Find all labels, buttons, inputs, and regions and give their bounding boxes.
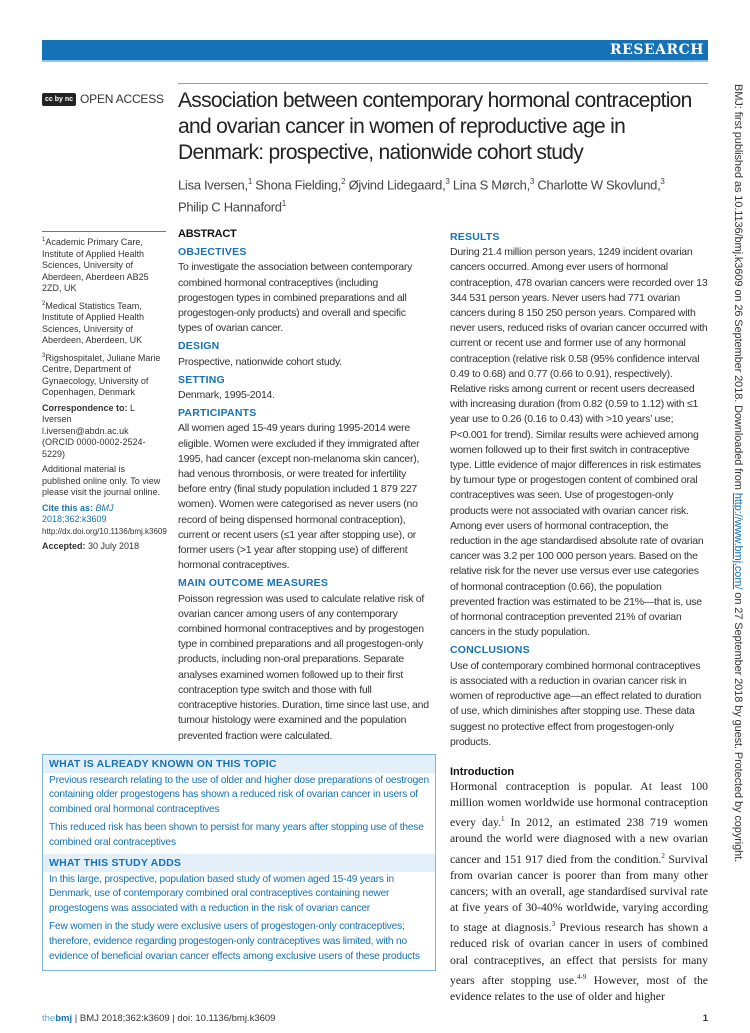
- affiliation-text: Academic Primary Care, Institute of Applied Health Sciences, University of Aberdeen, Aberdeen AB25 2ZD, UK: [42, 237, 149, 293]
- affiliation-number: 1: [42, 237, 46, 243]
- left-flow: [42, 227, 436, 971]
- affiliation-number: 3: [42, 352, 46, 359]
- open-access-label: OPEN ACCESS: [80, 92, 164, 106]
- known-heading: WHAT IS ALREADY KNOWN ON THIS TOPIC: [43, 755, 435, 773]
- open-access-badge: [42, 92, 164, 106]
- brand-logo: the: [42, 1013, 56, 1024]
- reference: 3: [551, 920, 556, 929]
- objectives-text: To investigate the association between contemporary combined hormonal contraceptives (including progestogen types in combined preparations and all progestogen-only products) and overall and specific types of ovarian cancer.: [178, 261, 413, 335]
- brand-logo: bmj: [55, 1013, 73, 1024]
- page-number: 1: [702, 1013, 708, 1024]
- email-link[interactable]: l.iversen@abdn.ac.uk: [42, 425, 129, 436]
- text-run: Survival from ovarian cancer is poorer than from many other cancers; with an overall, age standardised survival rate at five years of 30-40% worldwide, varying according to stage at diagnosis.: [450, 852, 708, 935]
- affiliation-ref: 2: [341, 177, 346, 186]
- affiliation-text: Rigshospitalet, Juliane Marie Centre, Department of Gynaecology, University of Copenhagen, Denmark: [42, 352, 161, 397]
- abstract-heading: ABSTRACT: [178, 228, 237, 240]
- author: Philip C Hannaford: [178, 199, 282, 215]
- right-flow: [450, 227, 708, 1005]
- article-header: [178, 88, 708, 217]
- reference: 1: [501, 815, 505, 824]
- orcid: (ORCID 0000-0002-2524-5229): [42, 437, 146, 459]
- author-list: [178, 172, 708, 217]
- cite-label: Cite this as:: [42, 502, 94, 513]
- affiliation-ref: 1: [281, 199, 286, 209]
- author: Øjvind Lidegaard,: [348, 177, 446, 193]
- reference: 4-9: [577, 972, 587, 981]
- conclusions-text: Use of contemporary combined hormonal contraceptives is associated with a reduction in ovarian cancer risk in women of reproductive age—an effect related to duration of use, which diminishes after stopping use. These data suggest no protective effect from progestogen-only products.: [450, 659, 702, 748]
- section-label: RESEARCH: [610, 42, 704, 58]
- adds-item: In this large, prospective, population based study of women aged 15-49 years in Denmark, use of contemporary combined oral contraceptives containing newer progestogens was associated with a reduction in the risk of ovarian cancer: [49, 873, 394, 914]
- objectives-heading: OBJECTIVES: [178, 246, 247, 259]
- section-banner: [42, 40, 708, 62]
- design-text: Prospective, nationwide cohort study.: [178, 355, 342, 368]
- affiliation-ref: 3: [529, 177, 535, 186]
- article-title: Association between contemporary hormonal contraception and ovarian cancer in women of reproductive age in Denmark: prospective, nationwide cohort study: [178, 89, 692, 164]
- setting-heading: SETTING: [178, 373, 225, 386]
- watermark-text: BMJ: first published as 10.1136/bmj.k3609 on 26 September 2018. Downloaded from: [732, 84, 744, 493]
- additional-material-note: Additional material is published online only. To view please visit the journal online.: [42, 464, 161, 497]
- results-text: During 21.4 million person years, 1249 incident ovarian cancers occurred. Among ever users of hormonal contraception, 478 ovarian cancers were recorded over 13 344 531 person years. Never users had 771 ovarian cancers during 8 150 250 person years. Compared with never users, reduced risks of ovarian cancer occurred with current or recent use and former use of any hormonal contraception (relative risk 0.58 (95% confidence interval 0.49 to 0.68) and 0.77 (0.66 to 0.91), respectively). Relative risks among current or recent users decreased with increasing duration (from 0.82 (0.59 to 1.12) with ≤1 year use to 0.26 (0.16 to 0.43) with >10 years’ use; P<0.001 for trend). Similar results were achieved among women followed up to their first switch in contraceptive type. Little evidence of major differences in risk estimates by tumour type or progestogen content of combined oral contraceptives was seen. Use of progestogen-only products were not associated with ovarian cancer risk. Among ever users of hormonal contraception, the reduction in the age standardised absolute rate of ovarian cancer was 3.2 per 100 000 person years. Based on the relative risk for the never use versus ever use categories of hormonal contraception (0.66), the population prevented fraction was estimated to be 21%—that is, use of hormonal contraception prevented 21% of ovarian cancers in the study population.: [450, 246, 708, 639]
- watermark-text: on 27 September 2018 by guest. Protected by copyright.: [732, 589, 744, 863]
- bmj-link[interactable]: http://www.bmj.com/: [732, 492, 744, 590]
- design-heading: DESIGN: [178, 340, 220, 353]
- introduction-section: [450, 766, 708, 1005]
- affiliation-ref: 1: [247, 177, 252, 186]
- outcome-heading: MAIN OUTCOME MEASURES: [178, 577, 329, 590]
- participants-heading: PARTICIPANTS: [178, 407, 257, 420]
- outcome-text: Poisson regression was used to calculate relative risk of ovarian cancer among users of any contemporary combined hormonal contraceptives and by progestogen type in combined preparations and all progestogen-only products, including non-oral preparations. Separate analyses examined women followed up to their first contraception type switch and those with full contraceptive histories. Duration, time since last use, and tumour histology were examined and the population prevented fraction were calculated.: [178, 592, 429, 742]
- text-run: Hormonal contraception is popular. At least 100 million women worldwide use hormonal contraception every day.: [450, 779, 708, 830]
- footer-ref: | BMJ 2018;362:k3609 | doi: 10.1136/bmj.k3609: [74, 1013, 276, 1024]
- footer-citation: [42, 1013, 275, 1024]
- reference: 2: [661, 851, 665, 860]
- correspondence-name: L Iversen: [42, 402, 135, 424]
- cite-journal: BMJ: [95, 502, 114, 513]
- participants-text: All women aged 15-49 years during 1995-2014 were eligible. Women were excluded if they immigrated after 1995, had cancer (except non-melanoma skin cancer), had venous thrombosis, or were treated for infertility before entry (final study population included 1 879 227 women). Women were categorised as never users (no record of being dispensed hormonal contraception), current or recent users (≤1 year after stopping use), or former users (>1 year after stopping use) of different hormonal contraceptives.: [178, 422, 420, 572]
- doi-link[interactable]: http://dx.doi.org/10.1136/bmj.k3609: [42, 526, 167, 536]
- page-footer: [42, 1013, 708, 1024]
- adds-heading: WHAT THIS STUDY ADDS: [43, 854, 435, 872]
- known-item: This reduced risk has been shown to persist for many years after stopping use of these combined oral contraceptives: [49, 822, 424, 849]
- known-item: Previous research relating to the use of older and higher dose preparations of oestrogen containing older progestogens has shown a reduced risk of ovarian cancer in users of combined oral hormonal contraceptives: [49, 774, 429, 815]
- download-watermark: [732, 84, 744, 862]
- adds-item: Few women in the study were exclusive users of progestogen-only contraceptives; therefore, evidence regarding progestogen-only contraceptives was limited, with no evidence of beneficial ovarian cancer effects among exclusive users of these products: [49, 921, 420, 962]
- cite-ref: 2018;362:k3609: [42, 514, 107, 524]
- author: Charlotte W Skovlund,: [537, 177, 661, 193]
- divider: [178, 83, 708, 84]
- affiliation-text: Medical Statistics Team, Institute of Applied Health Sciences, University of Aberdeen, Aberdeen, UK: [42, 300, 145, 345]
- affiliation-ref: 3: [445, 177, 450, 186]
- author: Lisa Iversen,: [178, 177, 248, 193]
- accepted-date: 30 July 2018: [88, 541, 140, 551]
- abstract-column-1: [178, 227, 432, 744]
- author: Lina S Mørch,: [452, 177, 530, 193]
- affiliation-number: 2: [42, 300, 46, 307]
- results-heading: RESULTS: [450, 231, 500, 243]
- conclusions-heading: CONCLUSIONS: [450, 644, 530, 657]
- setting-text: Denmark, 1995-2014.: [178, 389, 275, 402]
- introduction-text: [450, 779, 708, 1005]
- text-run: In 2012, an estimated 238 719 women around the world were diagnosed with a new ovarian cancer and 151 917 died from the condition.: [450, 816, 708, 866]
- summary-box: [42, 754, 436, 972]
- text-run: However, most of the evidence relates to the use of older and higher: [450, 973, 708, 1003]
- author: Shona Fielding,: [255, 177, 342, 193]
- affiliation-ref: 3: [660, 177, 665, 186]
- introduction-heading: Introduction: [450, 765, 515, 778]
- text-run: Previous research has shown a reduced risk of ovarian cancer in users of combined oral contraceptives, an effect that persists for many years after stopping use.: [450, 921, 708, 987]
- correspondence-label: Correspondence to:: [42, 402, 128, 413]
- accepted-label: Accepted:: [42, 541, 86, 551]
- abstract-column-2: [450, 230, 708, 750]
- creative-commons-icon: cc by nc: [42, 93, 76, 106]
